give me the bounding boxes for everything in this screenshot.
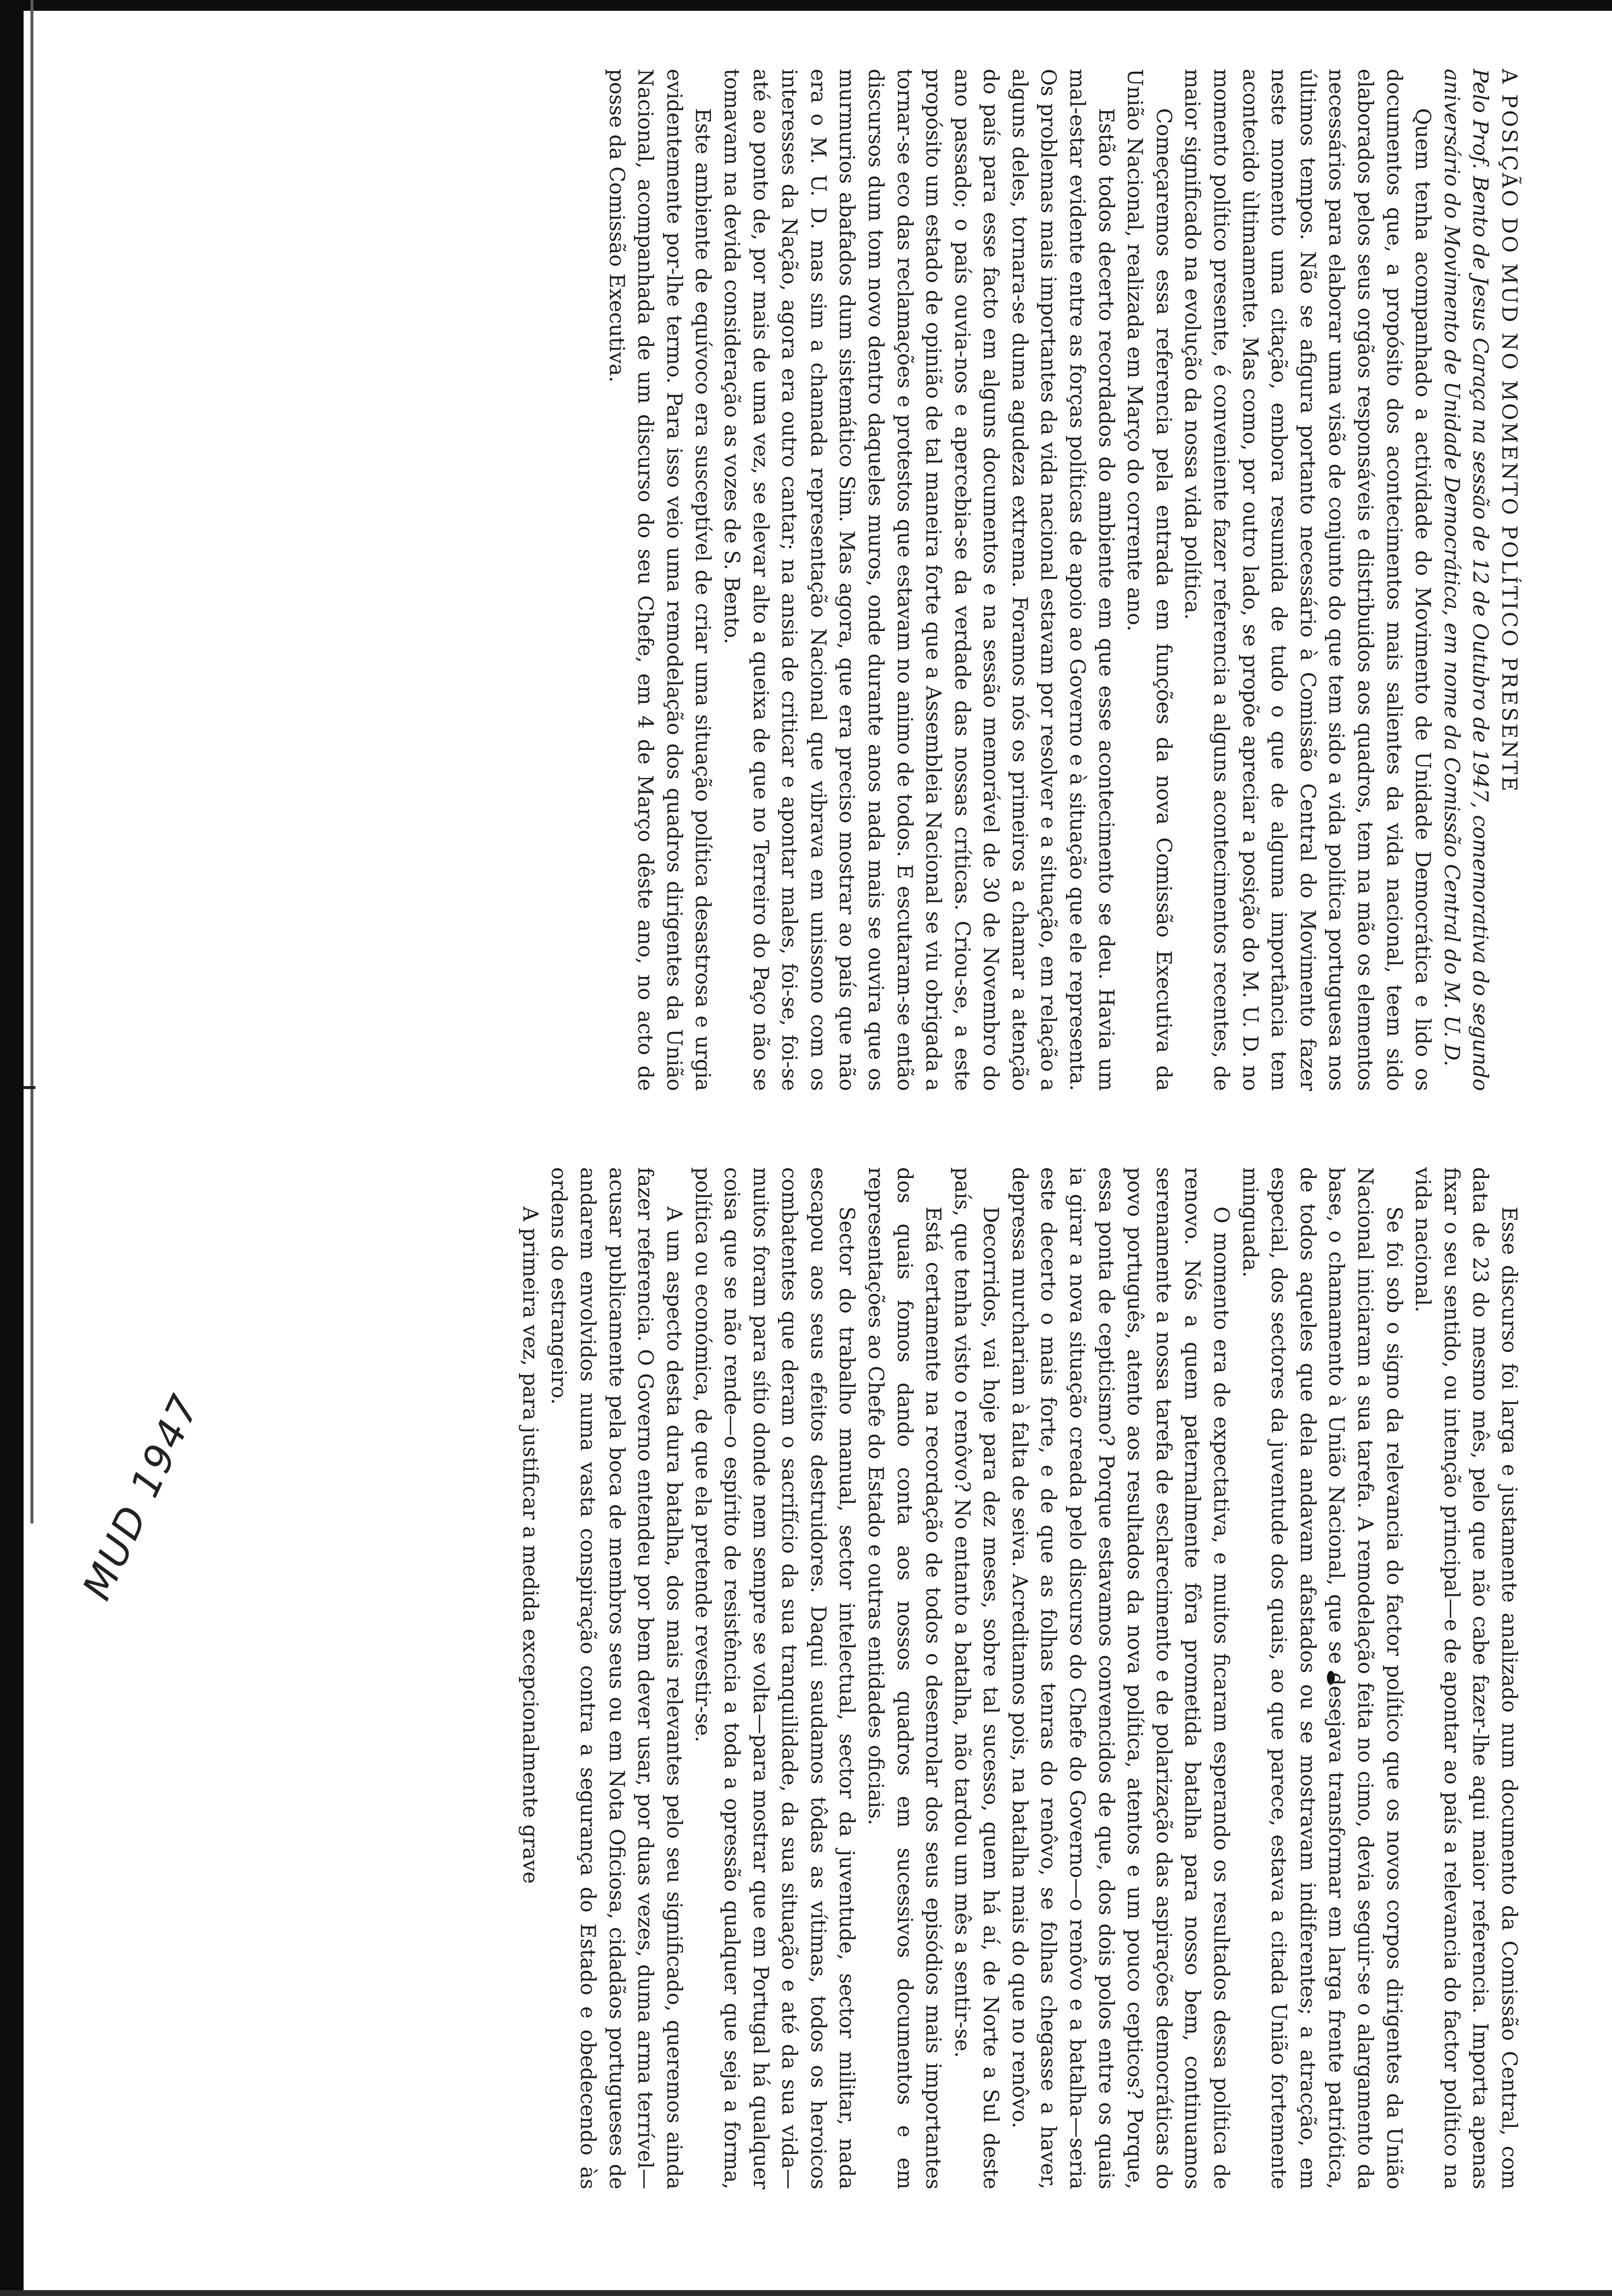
paragraph: Se foi sob o signo da relevancia do factor político que os novos corpos dirigentes da União Nacional iniciaram a sua tarefa. A remodelação feita no cimo, devia seguir-se o alargamento da base, o chamamento à União Nacional, que se desejava transformar em larga frente patriótica, de todos aqueles que dela andavam afastados ou se mostravam indiferentes; a atracção, em especial, dos sectores da juventude dos quais, ao que parece, estava a citada União fortemente minguada. [1238,1167,1407,2189]
scan-frame-left [0,0,24,2296]
right-column [147,1167,1524,2189]
paragraph: Decorridos, vai hoje para dez meses, sobre tal sucesso, quem há aí, de Norte a Sul deste país, que tenha visto o renôvo? No entanto a batalha, não tardou um mês a sentir-se. [950,1167,1004,2189]
paragraph: A primeira vez, para justificar a medida excepcionalmente grave [518,1206,543,1884]
paragraph: Este ambiente de equívoco era susceptível de criar uma situação política desastrosa e urgia evidentemente por-lhe termo. Para isso veio uma remodelação dos quadros dirigentes da União Nacional, acompanhada de um discurso do seu Chefe, em 4 de Março dêste ano, no acto de posse da Comissão Executiva. [604,69,716,1091]
left-column [147,69,1524,1091]
document-title: A POSIÇÃO DO MUD NO MOMENTO POLÍTICO PRESENTE [1497,69,1522,794]
scan-frame-bottom [0,2290,1612,2296]
scan-frame-line [30,0,33,1523]
handwritten-annotation: MUD 1947 [74,1386,209,1607]
text-columns [108,69,1524,2192]
paragraph: Começaremos essa referencia pela entrada em funções da nova Comissão Executiva da União Nacional, realizada em Março do corrente ano. [1123,69,1176,1091]
scan-frame-top [0,0,1612,11]
scan-mark [24,1086,35,1089]
paragraph: Esse discurso foi larga e justamente analizado num documento da Comissão Central, com data de 23 do mesmo mês, pelo que não cabe fazer-lhe aqui maior referencia. Importa apenas fixar o seu sentido, ou intenção principal—e de apontar ao país a relevancia do factor político na vida nacional. [1411,1167,1522,2189]
paragraph: Está certamente na recordação de todos o desenrolar dos seus episódios mais importantes dos quais fomos dando conta aos nossos quadros em sucessivos documentos e em representações ao Chefe do Estado e outras entidades oficiais. [864,1167,946,2189]
document-subtitle: Pelo Prof. Bento de Jesus Caraça na sessão de 12 de Outubro de 1947, comemorativa do segundo aniversário do Movimento de Unidade Democrática, em nome da Comissão Central do M. U. D. [1439,69,1493,1091]
rotated-page [108,69,1524,2192]
paragraph: A um aspecto desta dura batalha, dos mais relevantes pelo seu significado, queremos ainda fazer referencia. O Governo entendeu por bem dever usar, por duas vezes, duma arma terrível—acusar publicamente pela boca de membros seus ou em Nota Oficiosa, cidadãos portugueses de andarem envolvidos numa vasta conspiração contra a segurança do Estado e obedecendo às ordens do estrangeiro. [547,1167,687,2189]
paragraph: Estão todos decerto recordados do ambiente em que esse acontecimento se deu. Havia um mal-estar evidente entre as forças políticas de apoio ao Governo e à situação que ele representa. Os problemas mais importantes da vida nacional estavam por resolver e a situação, em relação a alguns deles, tornara-se duma agudeza extrema. Foramos nós os primeiros a chamar a atenção do país para esse facto em alguns documentos e na sessão memorável de 30 de Novembro do ano passado; o país ouvia-nos e apercebia-se da verdade das nossas críticas. Criou-se, a este propósito um estado de opinião de tal maneira forte que a Assembleia Nacional se viu obrigada a tornar-se eco das reclamações e protestos que estavam no animo de todos. E escutaram-se então discursos dum tom novo dentro daqueles muros, onde durante anos nada mais se ouvira que os murmurios abafados dum sistemático Sim. Mas agora, que era preciso mostrar ao país que não era o M. U. D. mas sim a chamada representação Nacional que vibrava em unissono com os interesses da Nação, agora era outro cantar; na ansia de criticar e apontar males, foi-se, foi-se até ao ponto de, por mais de uma vez, se elevar alto a queixa de que no Terreiro do Paço não se tomavam na devida consideração as vozes de S. Bento. [720,69,1119,1091]
paragraph: O momento era de expectativa, e muitos ficaram esperando os resultados dessa política de renovo. Nós a quem paternalmente fôra prometida batalha para nosso bem, continuamos serenamente a nossa tarefa de esclarecimento e de polarização das aspirações democráticas do povo português, atento aos resultados da nova política, atentos e um pouco cepticos? Porque, essa ponta de cepticismo? Porque estavamos convencidos de que, dos dois polos entre os quais ia girar a nova situação creada pelo discurso do Chefe do Governo—o renôvo e a batalha—seria este decerto o mais forte, e de que as folhas tenras do renôvo, se folhas chegasse a haver, depressa murchariam à falta de seiva. Acreditamos pois, na batalha mais do que no renôvo. [1008,1167,1234,2189]
paragraph: Quem tenha acompanhado a actividade do Movimento de Unidade Democrática e lido os documentos que, a propósito dos acontecimentos mais salientes da vida nacional, teem sido elaborados pelos seus orgãos responsáveis e distribuidos aos quadros, tem na mão os elementos necessários para elaborar uma visão de conjunto do que tem sido a vida política portuguesa nos últimos tempos. Não se afigura portanto necessário à Comissão Central do Movimento fazer neste momento uma citação, embora resumida de tudo o que de alguma importância tem acontecido ùltimamente. Mas como, por outro lado, se propõe apreciar a posição do M. U. D. no momento político presente, é conveniente fazer referencia a alguns acontecimentos recentes, de maior significado na evolução da nossa vida política. [1180,69,1436,1091]
paragraph: Sector do trabalho manual, sector intelectual, sector da juventude, sector militar, nada escapou aos seus efeitos destruidores. Daqui saudamos tôdas as vítimas, todos os heroicos combatentes que deram o sacrifício da sua tranquilidade, da sua situação e até da sua vida—muitos foram para sítio donde nem sempre se volta—para mostrar que em Portugal há qualquer coisa que se não rende—o espírito de resistência a toda a opressão qualquer que seja a forma, política ou económica, de que ela pretende revestir-se. [691,1167,860,2189]
